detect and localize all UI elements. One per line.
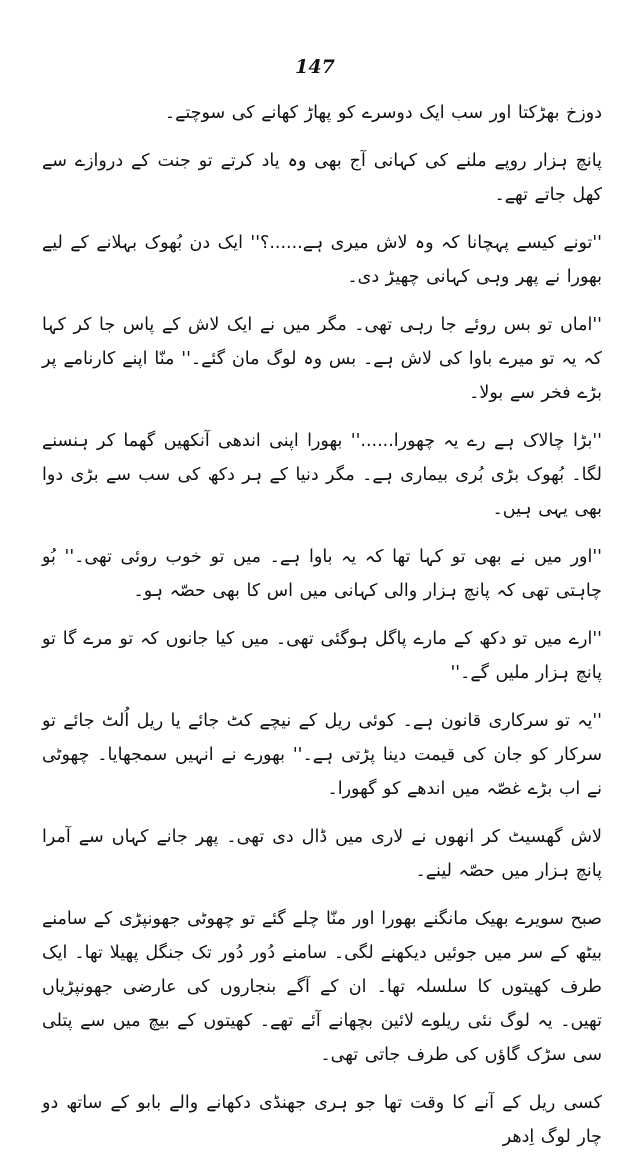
paragraph: صبح سویرے بھیک مانگنے بھورا اور منّا چلے گئے تو چھوٹی جھونپڑی کے سامنے بیٹھ کے سر میں جوئیں دیکھنے لگی۔ سامنے دُور دُور تک جنگل پھیلا تھا۔ ایک طرف کھیتوں کا سلسلہ تھا۔ ان کے آگے بنجاروں کی عارضی جھونپڑیاں تھیں۔ یہ لوگ نئی ریلوے لائین بچھانے آئے تھے۔ کھیتوں کے بیچ میں سے پتلی سی سڑک گاؤں کی طرف جاتی تھی۔ [42,909,602,1065]
paragraph: ''یہ تو سرکاری قانون ہے۔ کوئی ریل کے نیچے کٹ جائے یا ریل اُلٹ جائے تو سرکار کو جان کی قیمت دینا پڑتی ہے۔'' بھورے نے انہیں سمجھایا۔ چھوٹی نے اب بڑے غصّہ میں اندھے کو گھورا۔ [42,711,602,799]
page-number: 147 [295,56,335,78]
paragraph: ''بڑا چالاک ہے رے یہ چھورا......'' بھورا اپنی اندھی آنکھیں گھما کر ہنسنے لگا۔ بُھوک بڑی بُری بیماری ہے۔ مگر دنیا کے ہر دکھ کی سب سے بڑی دوا بھی یہی ہیں۔ [42,431,602,519]
body-text [42,96,602,1168]
paragraph: ''ارے میں تو دکھ کے مارے پاگل ہوگئی تھی۔ میں کیا جانوں کہ تو مرے گا تو پانچ ہزار ملیں گے۔'' [42,629,602,683]
paragraph: کسی ریل کے آنے کا وقت تھا جو ہری جھنڈی دکھانے والے بابو کے ساتھ دو چار لوگ اِدھر [42,1093,602,1147]
paragraph: ''اماں تو بس روئے جا رہی تھی۔ مگر میں نے ایک لاش کے پاس جا کر کہا کہ یہ تو میرے باوا کی لاش ہے۔ بس وہ لوگ مان گئے۔'' منّا اپنے کارنامے پر بڑے فخر سے بولا۔ [42,315,602,403]
paragraph: ''اور میں نے بھی تو کہا تھا کہ یہ باوا ہے۔ میں تو خوب روئی تھی۔'' بُو چاہتی تھی کہ پانچ ہزار والی کہانی میں اس کا بھی حصّہ ہو۔ [42,547,602,601]
paragraph: دوزخ بھڑکتا اور سب ایک دوسرے کو پھاڑ کھانے کی سوچتے۔ [164,103,602,123]
paragraph: پانچ ہزار روپے ملنے کی کہانی آج بھی وہ یاد کرتے تو جنت کے دروازے سے کھل جاتے تھے۔ [42,151,602,205]
paragraph: لاش گھسیٹ کر انھوں نے لاری میں ڈال دی تھی۔ پھر جانے کہاں سے آمرا پانچ ہزار میں حصّہ لینے۔ [42,827,602,881]
paragraph: ''تونے کیسے پہچانا کہ وہ لاش میری ہے......؟'' ایک دن بُھوک بہلانے کے لیے بھورا نے پھر وہی کہانی چھیڑ دی۔ [42,233,602,287]
